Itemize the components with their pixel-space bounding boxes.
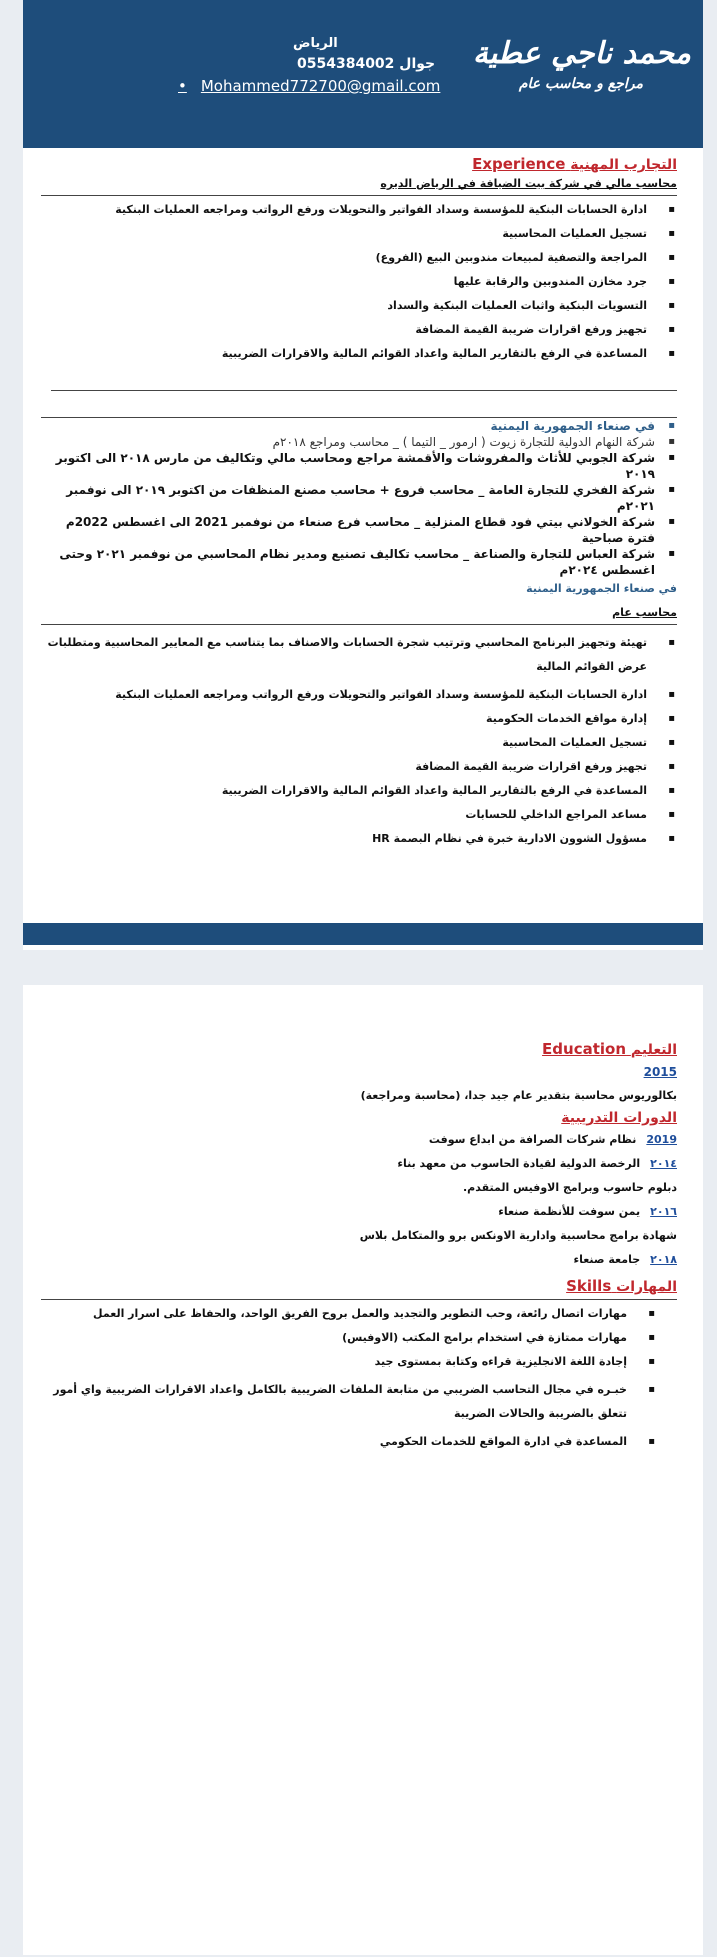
courses-heading: الدورات التدريبية (561, 1110, 677, 1126)
resume-page-1 (23, 0, 703, 950)
education-degree: بكالوريوس محاسبة بتقدير عام جيد جدا، (محاسبة ومراجعة) (360, 1089, 677, 1102)
candidate-phone: جوال 0554384002 (297, 56, 436, 72)
skills-list (41, 1306, 677, 1450)
yemen-heading-2: في صنعاء الجمهورية اليمنية (526, 582, 677, 595)
candidate-email-link[interactable]: • Mohammed772700@gmail.com (178, 77, 440, 95)
course-text: الرخصة الدولية لقيادة الحاسوب من معهد بناء (397, 1157, 641, 1170)
list-item: ▪ تسجيل العمليات المحاسبية (41, 735, 647, 751)
course-text: شهادة برامج محاسبية وادارية الاونكس برو والمتكامل بلاس (359, 1229, 677, 1242)
list-item: ▪ إجادة اللغة الانجليزية قراءه وكتابة بمستوى جيد (41, 1354, 627, 1370)
experience-section (23, 154, 703, 847)
job1-title: محاسب مالي في شركة بيت الضيافة في الرياض الديره (380, 177, 677, 190)
list-item: ▪ تجهيز ورفع اقرارات ضريبة القيمة المضافة (41, 759, 647, 775)
resume-header (23, 0, 703, 148)
list-item: ▪ شركة الفخري للتجارة العامة _ محاسب فروع + محاسب مصنع المنظفات من اكتوبر ٢٠١٩ الى نوفمبر ٢٠٢١م (41, 482, 655, 514)
list-item: ▪ المساعدة في الرفع بالتقارير المالية واعداد القوائم المالية والاقرارات الضريبية (41, 346, 647, 362)
list-item: ▪ التسويات البنكية واثبات العمليات البنكية والسداد (41, 298, 647, 314)
job3-title: محاسب عام (612, 606, 677, 619)
education-heading-en: Education (542, 1040, 627, 1058)
list-item: ▪ تهيئة وتجهيز البرنامج المحاسبي وترتيب شجرة الحسابات والاصناف بما يتناسب مع المعايير المحاسبية ومتطلبات عرض القوائم المالية (41, 631, 647, 679)
job3-duties (41, 631, 677, 847)
course-item (41, 1128, 677, 1152)
education-section (23, 985, 703, 1450)
job1-duties (41, 202, 677, 362)
list-item: ▪ مهارات اتصال رائعة، وحب التطوير والتجديد والعمل بروح الفريق الواحد، والحفاظ على اسرار العمل (41, 1306, 627, 1322)
divider (41, 195, 677, 196)
course-year: ٢٠١٤ (650, 1157, 677, 1170)
course-item (41, 1152, 677, 1176)
course-year: ٢٠١٨ (650, 1253, 677, 1266)
list-item: ▪ المساعدة في ادارة المواقع للخدمات الحكومي (41, 1434, 627, 1450)
list-item: ▪ المراجعة والتصفية لمبيعات مندوبين البيع (الفروع) (41, 250, 647, 266)
yemen-heading: ▪ في صنعاء الجمهورية اليمنية (41, 418, 655, 434)
list-item: ▪ شركة النهام الدولية للتجارة زيوت ( ارمور _ التيما ) _ محاسب ومراجع ٢٠١٨م (41, 434, 655, 450)
skills-heading (41, 1276, 677, 1297)
skills-heading-ar: المهارات (616, 1279, 677, 1295)
list-item: ▪ تسجيل العمليات المحاسبية (41, 226, 647, 242)
list-item: ▪ إدارة مواقع الخدمات الحكومية (41, 711, 647, 727)
resume-page-2 (23, 985, 703, 1955)
education-heading (41, 1039, 677, 1060)
course-text: يمن سوفت للأنظمة صنعاء (498, 1205, 641, 1218)
course-item (41, 1200, 677, 1224)
list-item: ▪ جرد مخازن المندوبين والرقابة عليها (41, 274, 647, 290)
candidate-name: محمد ناجي عطية (472, 36, 691, 71)
experience-heading-en: Experience (472, 155, 566, 173)
experience-heading-ar: التجارب المهنية (570, 157, 677, 173)
education-heading-ar: التعليم (630, 1042, 677, 1058)
list-item: ▪ تجهيز ورفع اقرارات ضريبة القيمة المضافة (41, 322, 647, 338)
divider (41, 1299, 677, 1300)
list-item: ▪ ادارة الحسابات البنكية للمؤسسة وسداد الفواتير والتحويلات ورفع الرواتب ومراجعه العمليات البنكية (41, 202, 647, 218)
list-item: ▪ مساعد المراجع الداخلي للحسابات (41, 807, 647, 823)
course-text: نظام شركات الصرافة من ابداع سوفت (428, 1133, 637, 1146)
footer-band (23, 923, 703, 945)
list-item: ▪ ادارة الحسابات البنكية للمؤسسة وسداد الفواتير والتحويلات ورفع الرواتب ومراجعه العمليات البنكية (41, 687, 647, 703)
experience-heading (41, 154, 677, 175)
divider (51, 390, 677, 391)
candidate-city: الرياض (293, 36, 338, 51)
course-year: ٢٠١٦ (650, 1205, 677, 1218)
education-year: 2015 (643, 1065, 677, 1079)
list-item: ▪ مسؤول الشوون الادارية خبرة في نظام البصمة HR (41, 831, 647, 847)
course-item (41, 1176, 677, 1200)
list-item: ▪ شركة الجوبي للأثاث والمفروشات والأقمشة مراجع ومحاسب مالي وتكاليف من مارس ٢٠١٨ الى اكتوبر ٢٠١٩ (41, 450, 655, 482)
list-item: ▪ شركة الخولاني بيتي فود قطاع المنزلية _ محاسب فرع صنعاء من نوفمبر 2021 الى اغسطس 2022م فترة صباحية (41, 514, 655, 546)
skills-heading-en: Skills (566, 1277, 612, 1295)
list-item: ▪ خبـره في مجال التحاسب الضريبي من متابعة الملفات الضريبية بالكامل واعداد الاقرارات الضريبية واي أمور تتعلق بالضريبة والحالات الضريبة (41, 1378, 627, 1426)
list-item: ▪ شركة العباس للتجارة والصناعة _ محاسب تكاليف تصنيع ومدير نظام المحاسبي من نوفمبر ٢٠٢١ وحتى اغسطس ٢٠٢٤م (41, 546, 655, 578)
course-text: جامعة صنعاء (573, 1253, 641, 1266)
yemen-jobs-list (41, 418, 677, 578)
course-year: 2019 (646, 1133, 677, 1146)
list-item: ▪ مهارات ممتازة في استخدام برامج المكتب (الاوفيس) (41, 1330, 627, 1346)
course-text: دبلوم حاسوب وبرامج الاوفيس المتقدم. (462, 1181, 677, 1194)
course-item (41, 1248, 677, 1272)
list-item: ▪ المساعدة في الرفع بالتقارير المالية واعداد القوائم المالية والاقرارات الضريبية (41, 783, 647, 799)
divider (41, 624, 677, 625)
course-item (41, 1224, 677, 1248)
candidate-role: مراجع و محاسب عام (518, 76, 643, 92)
